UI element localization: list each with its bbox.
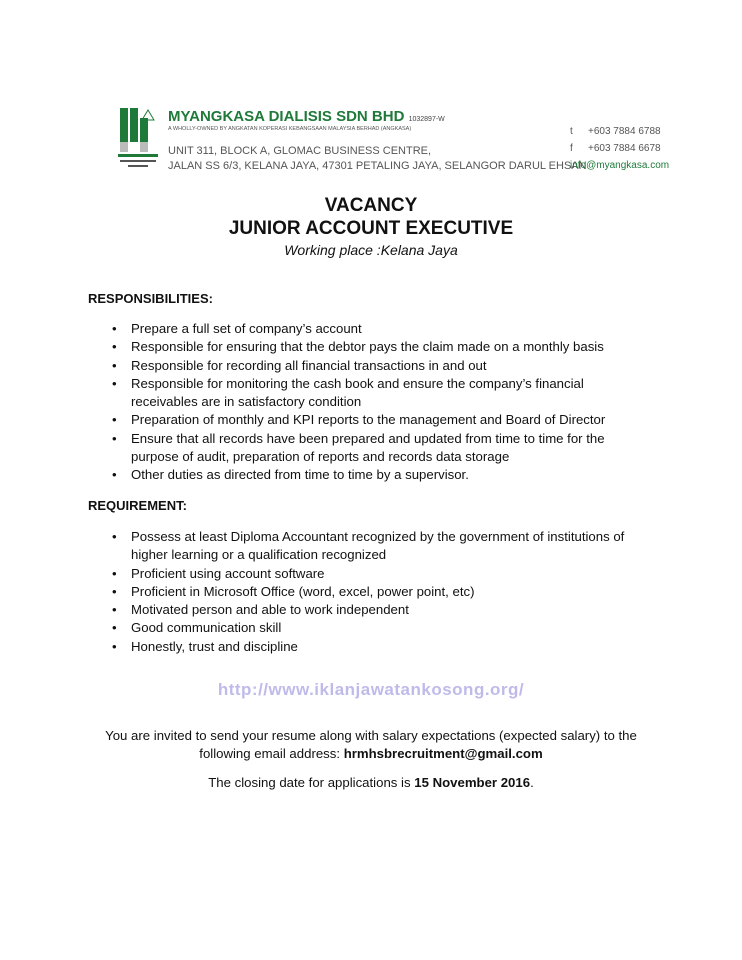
- list-item: • Preparation of monthly and KPI reports to the management and Board of Director: [112, 411, 642, 429]
- working-place: Working place :Kelana Jaya: [284, 242, 458, 258]
- page-title: VACANCY JUNIOR ACCOUNT EXECUTIVE: [228, 195, 514, 239]
- company-contact: t +603 7884 6788 f +603 7884 6678 info@myangkasa.com: [570, 123, 669, 174]
- list-item: • Proficient using account software: [112, 565, 642, 583]
- company-logo: [118, 106, 158, 170]
- requirement-heading: REQUIREMENT:: [88, 498, 187, 513]
- recruitment-email[interactable]: hrmhsbrecruitment@gmail.com: [343, 746, 543, 761]
- list-item: • Possess at least Diploma Accountant recognized by the government of institutions of higher learning or a qualification recognized: [112, 528, 642, 565]
- list-item: • Ensure that all records have been prepared and updated from time to time for the purpose of audit, preparation of reports and records data storage: [112, 430, 642, 467]
- list-item: • Good communication skill: [112, 619, 642, 637]
- responsibilities-heading: RESPONSIBILITIES:: [88, 291, 213, 306]
- responsibilities-list: [112, 320, 642, 485]
- list-item: • Prepare a full set of company’s account: [112, 320, 642, 338]
- list-item: • Other duties as directed from time to time by a supervisor.: [112, 466, 642, 484]
- application-instructions: You are invited to send your resume along with salary expectations (expected salary) to the following email address: hrmhsbrecruitment@gmail.com: [105, 728, 637, 761]
- list-item: • Motivated person and able to work independent: [112, 601, 642, 619]
- company-name: MYANGKASA DIALISIS SDN BHD 1032897-W: [168, 108, 445, 125]
- list-item: • Proficient in Microsoft Office (word, excel, power point, etc): [112, 583, 642, 601]
- company-tagline: A WHOLLY-OWNED BY ANGKATAN KOPERASI KEBANGSAAN MALAYSIA BERHAD (ANGKASA): [168, 126, 412, 132]
- watermark: http://www.iklanjawatankosong.org/: [217, 680, 525, 699]
- list-item: • Responsible for recording all financial transactions in and out: [112, 357, 642, 375]
- list-item: • Responsible for monitoring the cash book and ensure the company’s financial receivables are in satisfactory condition: [112, 375, 642, 412]
- list-item: • Responsible for ensuring that the debtor pays the claim made on a monthly basis: [112, 338, 642, 356]
- company-email[interactable]: info@myangkasa.com: [570, 160, 670, 171]
- requirement-list: [112, 528, 642, 656]
- closing-date: The closing date for applications is 15 November 2016.: [208, 775, 534, 790]
- list-item: • Honestly, trust and discipline: [112, 638, 642, 656]
- letterhead: [118, 106, 678, 176]
- company-address: UNIT 311, BLOCK A, GLOMAC BUSINESS CENTRE, JALAN SS 6/3, KELANA JAYA, 47301 PETALING JAYA, SELANGOR DARUL EHSAN: [168, 145, 587, 172]
